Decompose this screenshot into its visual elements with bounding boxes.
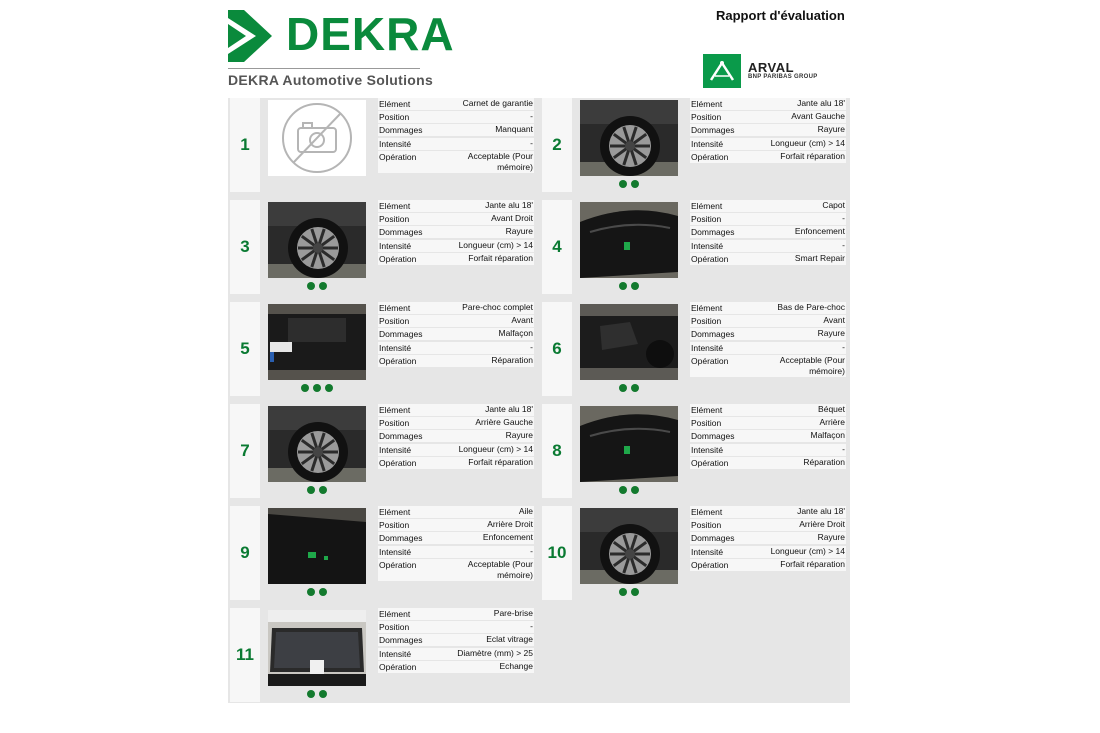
detail-row-element [690,404,846,416]
brand-name: DEKRA [286,8,455,60]
photo-dot[interactable] [319,588,327,596]
damage-photo[interactable] [268,304,366,380]
detail-row-intensite [378,342,534,354]
detail-row-operation [378,457,534,469]
detail-row-dommages [378,430,534,442]
detail-value: Jante alu 18' [485,404,533,414]
photo-pager [268,282,366,292]
damage-photo[interactable] [580,202,678,278]
detail-row-dommages [378,328,534,340]
photo-pager [580,180,678,190]
detail-label: Elément [379,507,411,517]
detail-value: Forfait réparation [780,150,845,161]
detail-row-element [378,608,534,620]
detail-value: - [842,443,845,454]
photo-pager [268,384,366,394]
detail-value: - [530,137,533,148]
damage-photo[interactable] [268,406,366,482]
detail-row-intensite [378,240,534,252]
photo-dot[interactable] [307,690,315,698]
photo-dot[interactable] [631,282,639,290]
no-photo-icon [268,100,366,176]
partner-subtitle: BNP PARIBAS GROUP [748,74,818,80]
damage-details [690,200,846,266]
detail-value: Acceptable (Pour mémoire) [467,150,533,172]
photo-dot[interactable] [619,588,627,596]
detail-label: Position [691,418,722,429]
detail-row-intensite [690,240,846,252]
damage-photo[interactable] [580,406,678,482]
detail-row-operation [690,559,846,571]
detail-label: Intensité [379,138,412,149]
photo-pager [580,384,678,394]
damage-number: 10 [542,506,572,600]
detail-value: Béquet [818,404,845,414]
detail-label: Intensité [691,240,724,251]
detail-value: Forfait réparation [780,558,845,569]
damage-number: 11 [230,608,260,702]
detail-row-dommages [378,226,534,238]
detail-label: Opération [691,457,729,468]
photo-dot[interactable] [631,486,639,494]
detail-row-position [378,417,534,429]
detail-label: Elément [379,99,411,109]
detail-label: Intensité [379,444,412,455]
detail-label: Dommages [691,533,735,544]
detail-row-operation [378,559,534,581]
detail-row-position [378,315,534,327]
detail-value: Malfaçon [498,328,533,339]
detail-row-position [378,111,534,123]
detail-label: Dommages [691,431,735,442]
detail-value: Longueur (cm) > 14 [770,545,845,556]
damage-card [542,98,850,192]
detail-label: Intensité [379,648,412,659]
detail-row-operation [378,355,534,367]
damage-card [230,302,538,396]
detail-value: Avant Gauche [791,111,845,122]
damage-card [230,608,538,702]
damage-number: 7 [230,404,260,498]
detail-label: Position [379,520,410,531]
detail-row-dommages [690,226,846,238]
detail-label: Elément [379,405,411,415]
dekra-logo-icon [228,10,272,62]
detail-label: Opération [379,559,417,570]
photo-pager [580,486,678,496]
damage-details [378,98,534,174]
damage-details [378,302,534,368]
detail-row-position [378,213,534,225]
detail-value: - [842,239,845,250]
detail-value: Bas de Pare-choc [777,302,845,312]
detail-row-operation [690,253,846,265]
detail-value: Réparation [803,456,845,467]
detail-label: Position [379,112,410,123]
damage-photo[interactable] [580,508,678,584]
report-title: Rapport d'évaluation [716,8,845,23]
detail-label: Intensité [691,138,724,149]
detail-label: Elément [691,405,723,415]
detail-value: Réparation [491,354,533,365]
detail-value: Capot [822,200,845,210]
detail-label: Opération [691,151,729,162]
detail-value: Jante alu 18' [485,200,533,210]
detail-label: Intensité [379,546,412,557]
damage-details [378,200,534,266]
detail-label: Elément [691,201,723,211]
detail-row-dommages [378,124,534,136]
detail-label: Position [379,214,410,225]
detail-value: Arrière [819,417,845,428]
damage-details [690,404,846,470]
photo-dot[interactable] [307,282,315,290]
detail-value: Enfoncement [794,226,845,237]
damage-photo[interactable] [268,508,366,584]
detail-value: Acceptable (Pour mémoire) [779,354,845,376]
detail-value: Jante alu 18' [797,98,845,108]
detail-value: Manquant [495,124,533,135]
detail-row-operation [378,151,534,173]
damage-details [690,98,846,164]
damage-number: 8 [542,404,572,498]
detail-label: Opération [379,661,417,672]
damage-card [230,98,538,192]
detail-value: Malfaçon [810,430,845,441]
detail-row-element [690,302,846,314]
detail-label: Elément [379,201,411,211]
detail-value: Rayure [817,328,845,339]
detail-row-intensite [378,546,534,558]
detail-row-dommages [690,124,846,136]
detail-value: - [530,111,533,122]
photo-dot[interactable] [631,180,639,188]
detail-value: - [842,213,845,224]
detail-value: Carnet de garantie [462,98,533,108]
detail-label: Dommages [379,533,423,544]
detail-row-position [378,621,534,633]
detail-value: - [530,341,533,352]
photo-dot[interactable] [307,588,315,596]
damage-number: 6 [542,302,572,396]
detail-label: Dommages [379,635,423,646]
detail-value: Arrière Droit [487,519,533,530]
detail-label: Intensité [691,546,724,557]
photo-pager [580,588,678,598]
photo-dot[interactable] [325,384,333,392]
detail-label: Dommages [691,227,735,238]
brand-divider [228,68,420,69]
detail-row-element [378,302,534,314]
detail-value: Eclat vitrage [486,634,533,645]
damage-number: 5 [230,302,260,396]
detail-value: Avant [823,315,845,326]
detail-value: Rayure [817,124,845,135]
detail-value: Jante alu 18' [797,506,845,516]
detail-row-operation [690,355,846,377]
detail-label: Dommages [379,431,423,442]
detail-value: Rayure [817,532,845,543]
detail-label: Elément [691,507,723,517]
arval-logo-icon [703,54,741,88]
photo-dot[interactable] [307,486,315,494]
photo-dot[interactable] [619,180,627,188]
detail-row-dommages [690,328,846,340]
detail-row-position [690,417,846,429]
partner-name: ARVAL [748,60,795,75]
detail-row-operation [690,151,846,163]
detail-row-element [378,404,534,416]
detail-label: Intensité [379,342,412,353]
detail-row-element [378,98,534,110]
detail-label: Opération [691,355,729,366]
detail-value: Arrière Gauche [475,417,533,428]
detail-label: Elément [379,303,411,313]
brand-subtitle: DEKRA Automotive Solutions [228,72,434,88]
detail-label: Dommages [691,125,735,136]
detail-value: Rayure [505,430,533,441]
damage-details [690,506,846,572]
detail-label: Intensité [691,444,724,455]
detail-label: Opération [379,355,417,366]
detail-row-position [690,213,846,225]
detail-row-intensite [378,444,534,456]
detail-label: Position [379,316,410,327]
photo-dot[interactable] [319,282,327,290]
detail-row-position [690,519,846,531]
detail-label: Intensité [379,240,412,251]
detail-value: Longueur (cm) > 14 [770,137,845,148]
detail-label: Opération [379,457,417,468]
damage-card [542,404,850,498]
detail-label: Dommages [691,329,735,340]
damage-details [378,404,534,470]
damage-photo[interactable] [580,100,678,176]
detail-row-position [690,111,846,123]
detail-row-intensite [690,546,846,558]
detail-row-element [378,200,534,212]
detail-value: Avant Droit [491,213,533,224]
damage-photo[interactable] [268,202,366,278]
photo-pager [268,690,366,700]
detail-value: Pare-choc complet [462,302,533,312]
detail-row-operation [378,661,534,673]
detail-value: - [842,341,845,352]
detail-row-position [378,519,534,531]
detail-row-operation [378,253,534,265]
detail-label: Position [379,622,410,633]
photo-dot[interactable] [319,690,327,698]
damage-number: 1 [230,98,260,192]
damage-number: 3 [230,200,260,294]
detail-label: Opération [379,253,417,264]
detail-row-intensite [690,138,846,150]
detail-label: Elément [691,303,723,313]
damage-card [230,506,538,600]
photo-dot[interactable] [301,384,309,392]
photo-pager [268,588,366,598]
damage-card [230,200,538,294]
photo-dot[interactable] [319,486,327,494]
detail-row-element [690,506,846,518]
detail-row-position [690,315,846,327]
detail-row-element [378,506,534,518]
detail-value: Echange [499,660,533,671]
photo-dot[interactable] [619,384,627,392]
detail-label: Position [691,520,722,531]
detail-value: Diamètre (mm) > 25 [457,647,533,658]
detail-value: Avant [511,315,533,326]
detail-row-intensite [690,342,846,354]
damage-number: 2 [542,98,572,192]
detail-label: Position [691,316,722,327]
detail-value: Longueur (cm) > 14 [458,443,533,454]
detail-row-operation [690,457,846,469]
detail-label: Opération [379,151,417,162]
detail-value: Enfoncement [482,532,533,543]
damage-number: 4 [542,200,572,294]
detail-row-intensite [690,444,846,456]
detail-row-dommages [690,532,846,544]
photo-dot[interactable] [631,588,639,596]
damage-photo[interactable] [268,610,366,686]
detail-label: Dommages [379,329,423,340]
detail-value: Smart Repair [794,252,845,263]
report-header [0,0,1100,98]
damage-card [230,404,538,498]
photo-dot[interactable] [619,486,627,494]
detail-value: Forfait réparation [468,252,533,263]
damage-card [542,200,850,294]
detail-label: Position [379,418,410,429]
damage-report-grid [228,98,850,703]
detail-value: Forfait réparation [468,456,533,467]
detail-label: Dommages [379,227,423,238]
damage-number: 9 [230,506,260,600]
detail-label: Position [691,214,722,225]
detail-label: Elément [691,99,723,109]
damage-details [690,302,846,378]
detail-value: Acceptable (Pour mémoire) [467,558,533,580]
detail-value: - [530,545,533,556]
detail-label: Opération [691,559,729,570]
photo-dot[interactable] [619,282,627,290]
detail-label: Dommages [379,125,423,136]
detail-value: Pare-brise [493,608,533,618]
photo-dot[interactable] [313,384,321,392]
damage-photo[interactable] [580,304,678,380]
damage-details [378,506,534,582]
detail-row-intensite [378,138,534,150]
damage-details [378,608,534,674]
detail-value: Aile [518,506,533,516]
detail-value: Arrière Droit [799,519,845,530]
detail-row-dommages [378,532,534,544]
detail-row-dommages [378,634,534,646]
photo-pager [268,486,366,496]
detail-row-dommages [690,430,846,442]
detail-row-intensite [378,648,534,660]
detail-label: Opération [691,253,729,264]
detail-label: Elément [379,609,411,619]
damage-card [542,302,850,396]
detail-row-element [690,98,846,110]
detail-label: Intensité [691,342,724,353]
detail-row-element [690,200,846,212]
detail-value: Longueur (cm) > 14 [458,239,533,250]
detail-value: Rayure [505,226,533,237]
photo-dot[interactable] [631,384,639,392]
detail-value: - [530,621,533,632]
photo-pager [580,282,678,292]
detail-label: Position [691,112,722,123]
damage-card [542,506,850,600]
